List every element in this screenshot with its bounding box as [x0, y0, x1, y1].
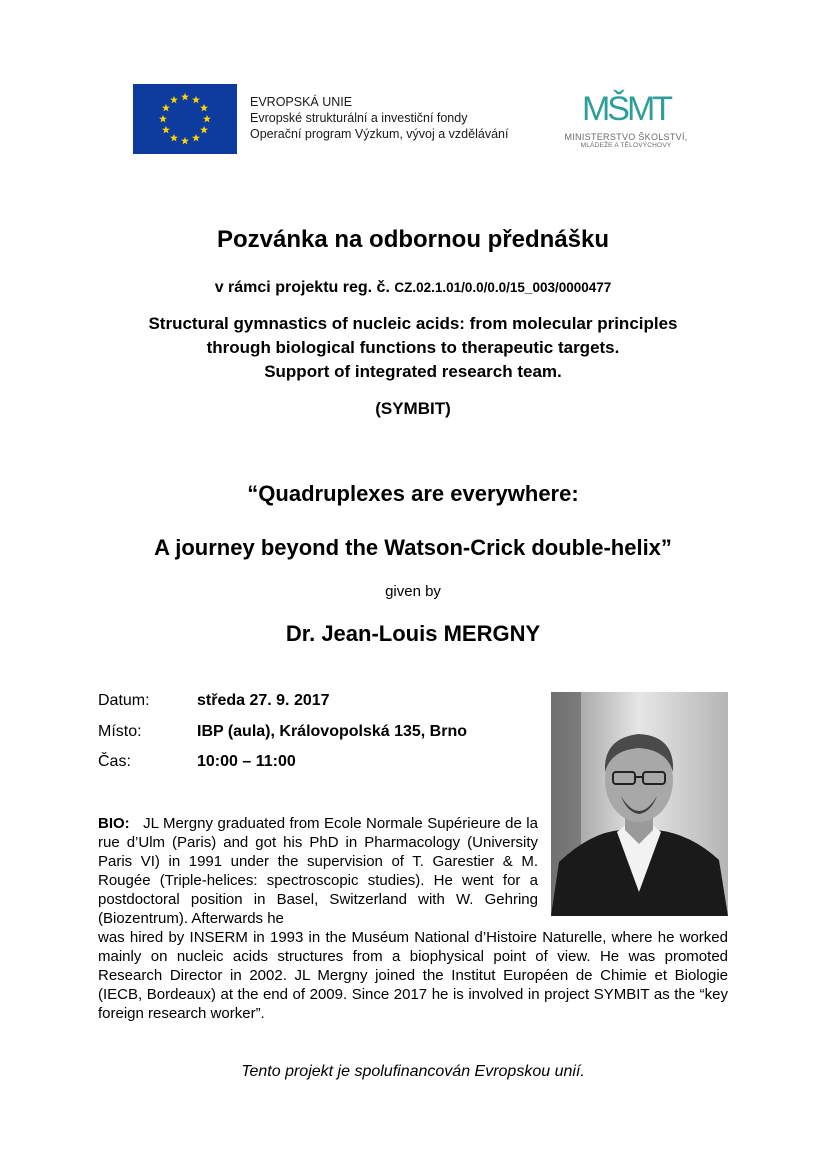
project-prefix: v rámci projektu reg. č. — [214, 279, 390, 296]
project-acronym: (SYMBIT) — [375, 399, 451, 418]
eu-flag-logo — [133, 84, 237, 154]
msmt-caption-line2: MLÁDEŽE A TĚLOVÝCHOVY — [580, 142, 672, 149]
detail-value: středa 27. 9. 2017 — [197, 692, 330, 709]
eu-line: EVROPSKÁ UNIE — [250, 95, 353, 109]
eu-star-icon — [192, 134, 200, 142]
eu-line: Evropské strukturální a investiční fondy — [250, 111, 468, 125]
detail-label: Čas: — [98, 753, 131, 770]
footer-note: Tento projekt je spolufinancován Evropskou unií. — [241, 1063, 585, 1080]
bio-text: JL Mergny graduated from Ecole Normale Supérieure de la rue d’Ulm (Paris) and got his PhD in Pharmacology (University Paris VI) in 1991 under the supervision of T. Garestier & M. Rougée (Triple-helices: spectroscopic studies). He went for a postdoctoral position in Basel, Switzerland with W. Gehring (Biozentrum). Afterwards he — [98, 815, 538, 927]
project-title-line: Structural gymnastics of nucleic acids: from molecular principles — [148, 314, 678, 333]
bio-paragraph-part1 — [98, 814, 538, 928]
given-by-text: given by — [385, 583, 441, 600]
bio-label: BIO: — [98, 815, 130, 832]
detail-label: Datum: — [98, 692, 150, 709]
talk-title-line1: “Quadruplexes are everywhere: — [247, 481, 579, 506]
eu-stars-icon — [133, 84, 237, 154]
msmt-logo-text: MŠMT — [581, 90, 671, 128]
invitation-title: Pozvánka na odbornou přednášku — [216, 226, 610, 253]
eu-star-icon — [162, 104, 170, 112]
msmt-monogram-icon — [556, 84, 696, 132]
talk-title-line2: A journey beyond the Watson-Crick double-helix” — [154, 535, 672, 560]
eu-star-icon — [170, 96, 178, 104]
eu-star-icon — [181, 137, 189, 145]
msmt-caption — [556, 132, 696, 149]
eu-star-icon — [159, 115, 167, 123]
speaker-photo — [551, 692, 728, 916]
detail-label: Místo: — [98, 723, 142, 740]
detail-value: 10:00 – 11:00 — [197, 753, 296, 770]
eu-star-icon — [181, 93, 189, 101]
eu-star-icon — [162, 126, 170, 134]
project-title-line: Support of integrated research team. — [264, 362, 562, 381]
speaker-name: Dr. Jean-Louis MERGNY — [285, 621, 541, 646]
eu-funding-text — [250, 94, 508, 142]
project-title-line: through biological functions to therapeutic targets. — [206, 338, 620, 357]
project-code: CZ.02.1.01/0.0/0.0/15_003/0000477 — [394, 280, 612, 295]
eu-star-icon — [170, 134, 178, 142]
msmt-caption-line1: MINISTERSTVO ŠKOLSTVÍ, — [564, 132, 688, 142]
eu-star-icon — [200, 104, 208, 112]
project-title — [0, 312, 826, 384]
eu-line: Operační program Výzkum, vývoj a vzdělávání — [250, 127, 509, 141]
eu-star-icon — [200, 126, 208, 134]
detail-value: IBP (aula), Královopolská 135, Brno — [197, 723, 468, 740]
eu-star-icon — [203, 115, 211, 123]
project-registration — [0, 279, 826, 297]
speaker-portrait-icon — [551, 692, 728, 916]
bio-paragraph-part2: was hired by INSERM in 1993 in the Muséum National d’Histoire Naturelle, where he worked mainly on nucleic acids structures from a biophysical point of view. He was promoted Research Director in 2002. JL Mergny joined the Institut Européen de Chimie et Biologie (IECB, Bordeaux) at the end of 2009. Since 2017 he is involved in project SYMBIT as the “key foreign research worker”. — [98, 929, 728, 1022]
eu-star-icon — [192, 96, 200, 104]
